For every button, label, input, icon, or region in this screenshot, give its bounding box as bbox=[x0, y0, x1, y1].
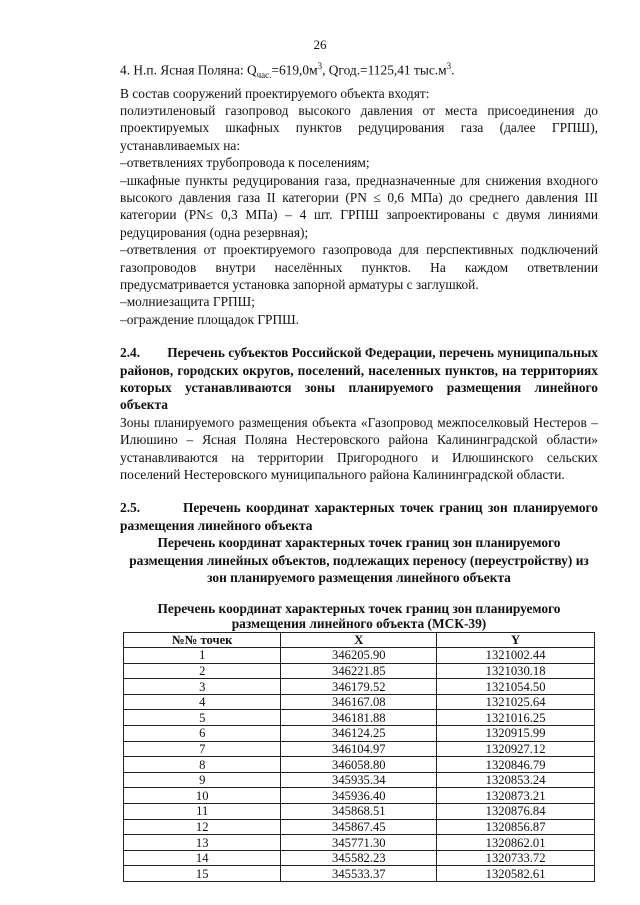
flow-rate-sup1: 3 bbox=[317, 61, 323, 71]
cell-y: 1320582.61 bbox=[437, 866, 595, 882]
flow-rate-sub: час. bbox=[256, 70, 272, 81]
cell-x: 345867.45 bbox=[281, 819, 437, 835]
section-2-5-subtitle: Перечень координат характерных точек границ зон планируемого размещения линейных объектов, подлежащих переносу (переустройству) из зон планируемого размещения линейного объекта bbox=[129, 535, 589, 586]
cell-point-number: 13 bbox=[124, 835, 281, 851]
cell-x: 345868.51 bbox=[281, 804, 437, 820]
cell-x: 345936.40 bbox=[281, 788, 437, 804]
cell-y: 1320876.84 bbox=[437, 804, 595, 820]
cell-y: 1320873.21 bbox=[437, 788, 595, 804]
table-row bbox=[124, 835, 595, 851]
table-row bbox=[124, 819, 595, 835]
cell-y: 1321030.18 bbox=[437, 663, 595, 679]
cell-point-number: 9 bbox=[124, 772, 281, 788]
cell-y: 1321002.44 bbox=[437, 648, 595, 664]
cell-point-number: 12 bbox=[124, 819, 281, 835]
cell-x: 346221.85 bbox=[281, 663, 437, 679]
cell-y: 1320853.24 bbox=[437, 772, 595, 788]
document-body bbox=[120, 58, 598, 882]
section-2-5-number: 2.5. bbox=[120, 500, 141, 516]
list-item: –ответвления от проектируемого газопровода для перспективных подключений газопроводов внутри населённых пунктов. На каждом ответвлении предусматривается установка запорной арматуры с заглушкой. bbox=[120, 242, 598, 293]
table-row bbox=[124, 741, 595, 757]
table-row bbox=[124, 694, 595, 710]
cell-point-number: 4 bbox=[124, 694, 281, 710]
cell-point-number: 1 bbox=[124, 648, 281, 664]
table-row bbox=[124, 726, 595, 742]
cell-x: 346167.08 bbox=[281, 694, 437, 710]
table-row bbox=[124, 679, 595, 695]
flow-rate-sup2: 3 bbox=[446, 61, 452, 71]
cell-x: 346104.97 bbox=[281, 741, 437, 757]
section-2-5-title: Перечень координат характерных точек границ зон планируемого размещения линейного объекта bbox=[120, 500, 598, 533]
page-number: 26 bbox=[313, 37, 327, 52]
list-item: –ответвлениях трубопровода к поселениям; bbox=[120, 155, 370, 171]
table-row bbox=[124, 757, 595, 773]
flow-rate-end: . bbox=[451, 62, 455, 78]
cell-point-number: 3 bbox=[124, 679, 281, 695]
table-row bbox=[124, 663, 595, 679]
header-point-number: №№ точек bbox=[124, 632, 281, 648]
cell-y: 1320733.72 bbox=[437, 850, 595, 866]
cell-point-number: 5 bbox=[124, 710, 281, 726]
cell-x: 346205.90 bbox=[281, 648, 437, 664]
cell-point-number: 7 bbox=[124, 741, 281, 757]
cell-x: 346058.80 bbox=[281, 757, 437, 773]
cell-point-number: 15 bbox=[124, 866, 281, 882]
cell-x: 345935.34 bbox=[281, 772, 437, 788]
composition-main: полиэтиленовый газопровод высокого давления от места присоединения до проектируемых шкафных пунктов редуцирования газа (далее ГРПШ), устанавливаемых на: bbox=[120, 102, 598, 153]
table-row bbox=[124, 866, 595, 882]
cell-x: 346179.52 bbox=[281, 679, 437, 695]
section-2-5-heading bbox=[120, 499, 598, 534]
cell-point-number: 14 bbox=[124, 850, 281, 866]
cell-y: 1320927.12 bbox=[437, 741, 595, 757]
cell-x: 345533.37 bbox=[281, 866, 437, 882]
cell-point-number: 10 bbox=[124, 788, 281, 804]
cell-point-number: 6 bbox=[124, 726, 281, 742]
section-2-4-title: Перечень субъектов Российской Федерации, перечень муниципальных районов, городских округов, поселений, населенных пунктов, на территориях которых устанавливаются зоны планируемого размещения линейного объекта bbox=[120, 345, 598, 413]
table-row bbox=[124, 804, 595, 820]
coordinates-table bbox=[123, 632, 595, 883]
cell-point-number: 11 bbox=[124, 804, 281, 820]
section-2-4-number: 2.4. bbox=[120, 345, 141, 361]
list-item: –шкафные пункты редуцирования газа, предназначенные для снижения входного высокого давления газа II категории (PN ≤ 0,6 МПа) до среднего давления III категории (PN≤ 0,3 МПа) – 4 шт. ГРПШ запроектированы с двумя линиями редуцирования (одна резервная); bbox=[120, 172, 598, 240]
table-row bbox=[124, 788, 595, 804]
flow-rate-hourly: =619,0м bbox=[271, 62, 318, 78]
section-2-4-body: Зоны планируемого размещения объекта «Газопровод межпоселковый Нестеров – Илюшино – Ясная Поляна Нестеровского района Калининградской области» устанавливаются на территории Пригородного и Илюшинского сельских поселений Нестеровского муниципального района Калининградской области. bbox=[120, 414, 598, 483]
header-x: X bbox=[281, 632, 437, 648]
cell-point-number: 2 bbox=[124, 663, 281, 679]
cell-y: 1320846.79 bbox=[437, 757, 595, 773]
cell-x: 346124.25 bbox=[281, 726, 437, 742]
list-item: –ограждение площадок ГРПШ. bbox=[120, 311, 300, 327]
flow-rate-annual: , Qгод.=1125,41 тыс.м bbox=[322, 62, 447, 78]
composition-intro: В состав сооружений проектируемого объекта входят: bbox=[120, 85, 430, 101]
section-2-4-heading bbox=[120, 344, 598, 414]
cell-x: 345771.30 bbox=[281, 835, 437, 851]
cell-y: 1321016.25 bbox=[437, 710, 595, 726]
flow-rate-line bbox=[120, 58, 598, 85]
table-title: Перечень координат характерных точек границ зон планируемого размещения линейного объекта (МСК-39) bbox=[157, 600, 561, 632]
cell-point-number: 8 bbox=[124, 757, 281, 773]
table-row bbox=[124, 648, 595, 664]
table-row bbox=[124, 850, 595, 866]
cell-y: 1321054.50 bbox=[437, 679, 595, 695]
table-row bbox=[124, 772, 595, 788]
table-row bbox=[124, 710, 595, 726]
table-header-row bbox=[124, 632, 595, 648]
cell-x: 346181.88 bbox=[281, 710, 437, 726]
header-y: Y bbox=[437, 632, 595, 648]
cell-y: 1320856.87 bbox=[437, 819, 595, 835]
cell-y: 1320862.01 bbox=[437, 835, 595, 851]
list-item: –молниезащита ГРПШ; bbox=[120, 294, 255, 310]
cell-x: 345582.23 bbox=[281, 850, 437, 866]
flow-rate-prefix: 4. Н.п. Ясная Поляна: Q bbox=[120, 62, 257, 78]
cell-y: 1321025.64 bbox=[437, 694, 595, 710]
cell-y: 1320915.99 bbox=[437, 726, 595, 742]
table-body bbox=[124, 648, 595, 882]
